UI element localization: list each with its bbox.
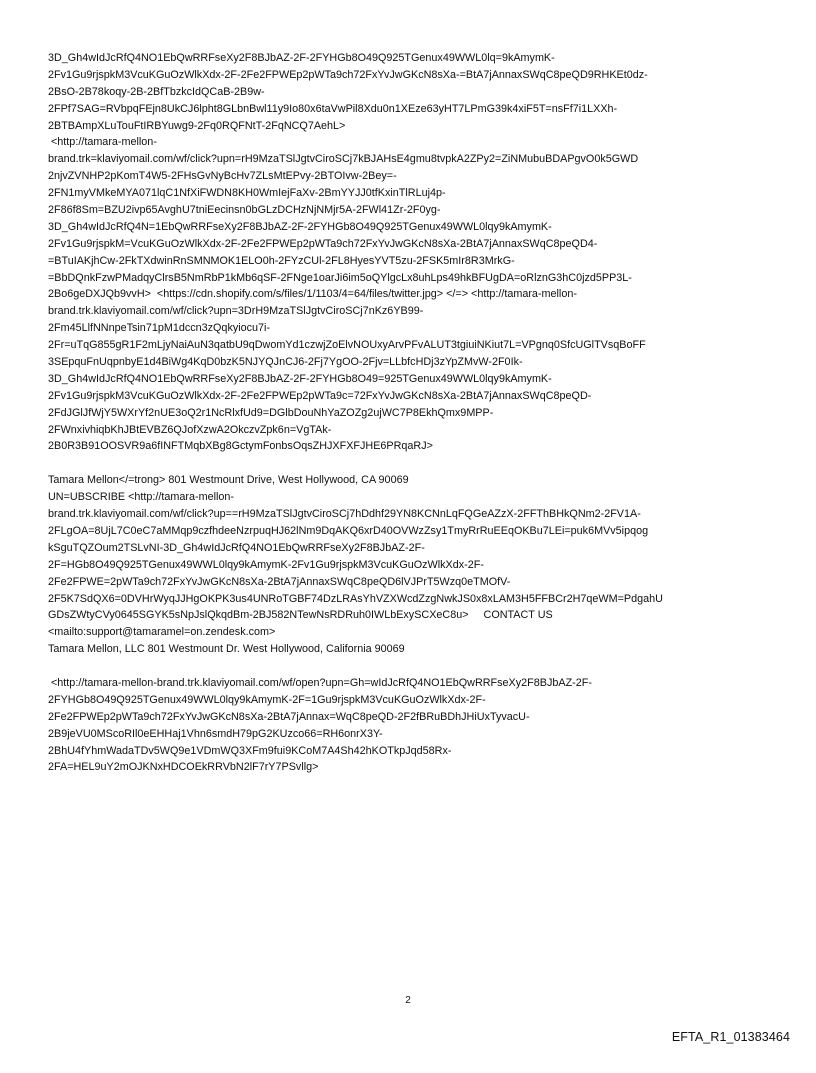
text-line: 2BhU4fYhmWadaTDv5WQ9e1VDmWQ3XFm9fui9KCoM7A4Sh42hKOTkpJqd58Rx- [48,744,452,757]
text-line: 2FN1myVMkeMYA071lqC1NfXiFWDN8KH0WmIejFaXv-2BmYYJJ0tfKxinTlRLuj4p- [48,187,446,200]
text-line: =BbDQnkFzwPMadqyClrsB5NmRbP1kMb6qSF-2FNge1oarJi6im5oQYlgcLx8uhLps49hkBFUgDA=oRlznG3hC0jzd5PP3L- [48,271,632,284]
text-line: =BTuIAKjhCw-2FkTXdwinRnSMNMOK1ELO0h-2FYzCUl-2FL8HyesYVT5zu-2FSK5mIr8R3MrkG- [48,254,515,267]
text-line: <mailto:support@tamaramel=on.zendesk.com> [48,626,276,639]
text-line: brand.trk=klaviyomail.com/wf/click?upn=rH9MzaTSlJgtvCiroSCj7kBJAHsE4gmu8tvpkA2ZPy2=ZiNMubuBDAPgvO0k5GWD [48,153,639,166]
text-line: 2B0R3B91OOSVR9a6fINFTMqbXBg8GctymFonbsOqsZHJXFXFJHE6PRqaRJ> [48,440,433,453]
text-line: brand.trk.klaviyomail.com/wf/click?upn=3DrH9MzaTSlJgtvCiroSCj7nKz6YB99- [48,305,424,318]
text-line: <http://tamara-mellon-brand.trk.klaviyomail.com/wf/open?upn=Gh=wIdJcRfQ4NO1EbQwRRFseXy2F8BJbAZ-2F- [48,676,592,689]
text-line: 2FA=HEL9uY2mOJKNxHDCOEkRRVbN2lF7rY7PSvllg> [48,761,319,774]
text-line: Tamara Mellon, LLC 801 Westmount Dr. West Hollywood, California 90069 [48,643,405,656]
text-line: 2FLgOA=8UjL7C0eC7aMMqp9czfhdeeNzrpuqHJ62lNm9DqAKQ6xrD40OVWzZsy1TmyRrRuEEqOKBu7LEi=puk6MVv5ipqog [48,524,649,537]
text-line: 3D_Gh4wIdJcRfQ4NO1EbQwRRFseXy2F8BJbAZ-2F-2FYHGb8O49Q925TGenux49WWL0lq=9kAmymK- [48,52,555,64]
text-line: 2BsO-2B78koqy-2B-2BfTbzkcIdQCaB-2B9w- [48,85,265,98]
text-line: 2B9jeVU0MScoRIl0eEHHaj1Vhn6smdH79pG2KUzco66=RH6onrX3Y- [48,727,383,740]
text-line: 2Fv1Gu9rjspkM3VcuKGuOzWlkXdx-2F-2Fe2FPWEp2pWTa9c=72FxYvJwGKcN8sXa-2BtA7jAnnaxSWqC8peQD- [48,389,592,402]
text-line: 3SEpquFnUqpnbyE1d4BiWg4KqD0bzK5NJYQJnCJ6-2Fj7YgOO-2Fjv=LLbfcHDj3zYpZMvW-2F0Ik- [48,356,523,369]
text-line: 2F5K7SdQX6=0DVHrWyqJJHgOKPK3us4UNRoTGBF74DzLRAsYhVZXWcdZzgNwkJS0x8xLAM3H5FFBCr2H7qeWM=PdgahU [48,592,663,605]
text-line [48,455,778,472]
text-line: UN=UBSCRIBE <http://tamara-mellon- [48,491,235,504]
text-line: kSguTQZOum2TSLvNI-3D_Gh4wIdJcRfQ4NO1EbQwRRFseXy2F8BJbAZ-2F- [48,541,425,554]
text-line: GDsZWtyCVy0645SGYK5sNpJslQkqdBm-2BJ582NTewNsRDRuh0IWLbExySCXeC8u> CONTACT US [48,609,553,622]
text-line: 2Fv1Gu9rjspkM=VcuKGuOzWlkXdx-2F-2Fe2FPWEp2pWTa9ch72FxYvJwGKcN8sXa-2BtA7jAnnaxSWqC8peQD4- [48,237,598,250]
text-line: 2F=HGb8O49Q925TGenux49WWL0lqy9kAmymK-2Fv1Gu9rjspkM3VcuKGuOzWlkXdx-2F- [48,558,484,571]
text-line: <http://tamara-mellon- [48,136,157,149]
email-body-text [48,50,778,776]
text-line: 2Fe2FPWE=2pWTa9ch72FxYvJwGKcN8sXa-2BtA7jAnnaxSWqC8peQD6lVJPrT5Wzq0eTMOfV- [48,575,511,588]
text-line: 2Fr=uTqG855gR1F2mLjyNaiAuN3qatbU9qDwomYd1czwjZoElvNOUxyArvPFvALUT3tgiuiNKiut7L=VPgnq0SfcUGlTVsqBoFF [48,339,646,352]
text-line: 3D_Gh4wIdJcRfQ4N=1EbQwRRFseXy2F8BJbAZ-2F-2FYHGb8O49Q925TGenux49WWL0lqy9kAmymK- [48,220,552,233]
text-line: 2njvZVNHP2pKomT4W5-2FHsGvNyBcHv7ZLsMtEPvy-2BTOIvw-2Bey=- [48,170,397,183]
text-line: 2F86f8Sm=BZU2ivp65AvghU7tniEecinsn0bGLzDCHzNjNMjr5A-2FWl41Zr-2F0yg- [48,204,441,217]
text-line: 2FdJGlJfWjY5WXrYf2nUE3oQ2r1NcRlxfUd9=DGlbDouNhYaZOZg2ujWC7P8EkhQmx9MPP- [48,406,494,419]
page-number: 2 [405,995,411,1006]
text-line: 2FPf7SAG=RVbpqFEjn8UkCJ6lpht8GLbnBwl11y9Io80x6taVwPil8Xdu0n1XEze63yHT7LPmG39k4xiF5T=nsFf7i1LXXh- [48,102,618,115]
text-line: 3D_Gh4wIdJcRfQ4NO1EbQwRRFseXy2F8BJbAZ-2F-2FYHGb8O49=925TGenux49WWL0lqy9kAmymK- [48,372,552,385]
text-line: brand.trk.klaviyomail.com/wf/click?up==rH9MzaTSlJgtvCiroSCj7hDdhf29YN8KCNnLqFQGeAZzX-2FFThBHkQNm2-2FV1A- [48,508,641,521]
text-line: 2Fe2FPWEp2pWTa9ch72FxYvJwGKcN8sXa-2BtA7jAnnax=WqC8peQD-2F2fBRuBDhJHiUxTyvacU- [48,710,530,723]
document-id-stamp: EFTA_R1_01383464 [671,1030,790,1044]
text-line [48,658,778,675]
text-line: 2FYHGb8O49Q925TGenux49WWL0lqy9kAmymK-2F=1Gu9rjspkM3VcuKGuOzWlkXdx-2F- [48,693,486,706]
text-line: 2Fm45LlfNNnpeTsin71pM1dccn3zQqkyiocu7i- [48,322,271,335]
text-line: 2Bo6geDXJQb9vvH> <https://cdn.shopify.com/s/files/1/1103/4=64/files/twitter.jpg> </=> <http://tamara-mellon- [48,288,577,301]
text-line: 2BTBAmpXLuTouFtIRBYuwg9-2Fq0RQFNtT-2FqNCQ7AehL> [48,119,346,132]
text-line: Tamara Mellon</=trong> 801 Westmount Drive, West Hollywood, CA 90069 [48,474,409,487]
text-line: 2FWnxivhiqbKhJBtEVBZ6QJofXzwA2OkczvZpk6n=VgTAk- [48,423,332,436]
text-line: 2Fv1Gu9rjspkM3VcuKGuOzWlkXdx-2F-2Fe2FPWEp2pWTa9ch72FxYvJwGKcN8sXa-=BtA7jAnnaxSWqC8peQD9RHKEt0dz- [48,68,648,81]
